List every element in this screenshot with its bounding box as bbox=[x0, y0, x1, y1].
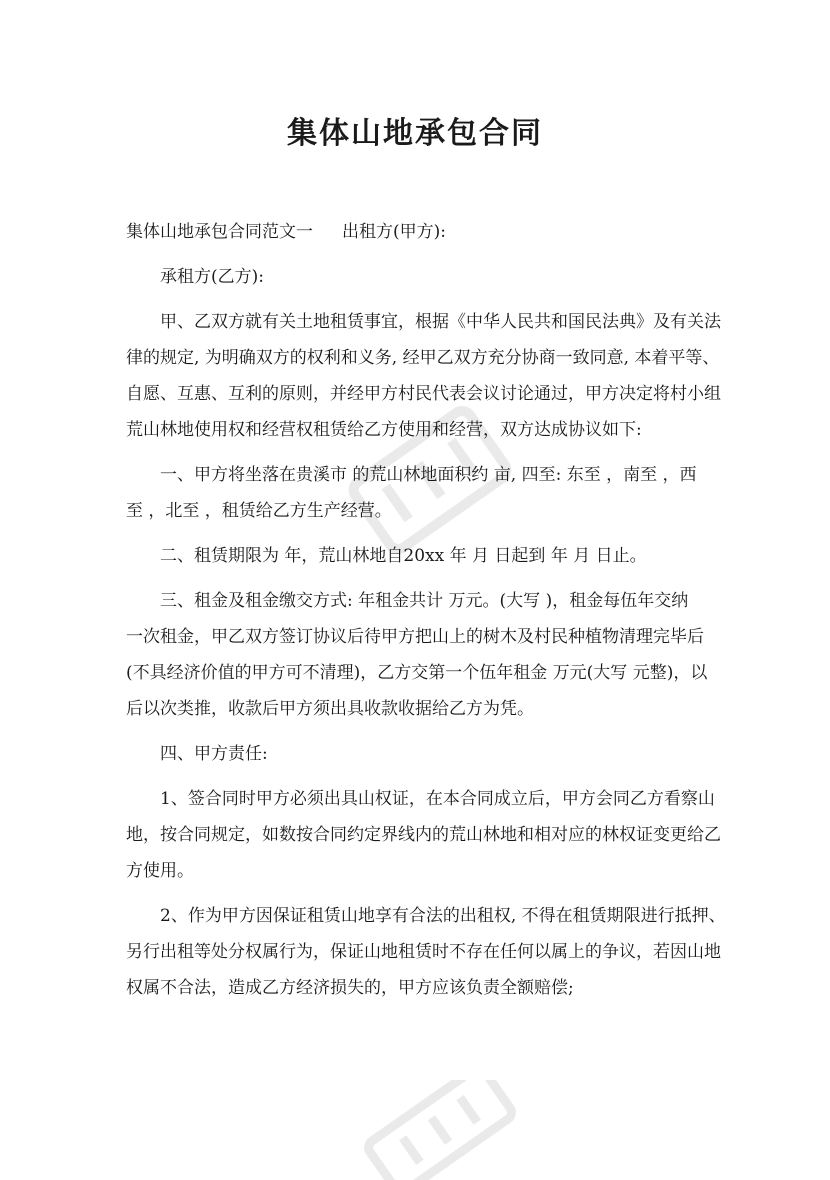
intro-left: 集体山地承包合同范文一 bbox=[126, 222, 313, 242]
lessor-label: 出租方(甲方): bbox=[342, 222, 446, 242]
para7-line: 2、作为甲方因保证租赁山地享有合法的出租权, 不得在租赁期限进行抵押、 bbox=[160, 906, 726, 926]
para7-line: 权属不合法，造成乙方经济损失的，甲方应该负责全额赔偿; bbox=[126, 978, 574, 998]
watermark-icon bbox=[350, 1080, 530, 1180]
para6-line: 方使用。 bbox=[126, 861, 194, 881]
para4-line: 一次租金，甲乙双方签订协议后待甲方把山上的树木及村民种植物清理完毕后 bbox=[126, 627, 704, 647]
para7-line: 另行出租等处分权属行为，保证山地租赁时不存在任何以属上的争议，若因山地 bbox=[126, 942, 721, 962]
para6-line: 1、签合同时甲方必须出具山权证，在本合同成立后，甲方会同乙方看察山 bbox=[160, 789, 715, 809]
document-body bbox=[126, 214, 726, 1006]
para6-line: 地，按合同规定，如数按合同约定界线内的荒山林地和相对应的林权证变更给乙 bbox=[126, 825, 721, 845]
para2-line: 一、甲方将坐落在贵溪市 的荒山林地面积约 亩, 四至: 东至 ，南至 ，西 bbox=[160, 465, 697, 485]
para4-line: 后以次类推，收款后甲方须出具收款收据给乙方为凭。 bbox=[126, 699, 534, 719]
page-title: 集体山地承包合同 bbox=[287, 116, 543, 151]
para3-line: 二、租赁期限为 年，荒山林地自20xx 年 月 日起到 年 月 日止。 bbox=[160, 546, 647, 566]
para1-line: 律的规定, 为明确双方的权利和义务, 经甲乙双方充分协商一致同意, 本着平等、 bbox=[126, 348, 720, 368]
lessee-label: 承租方(乙方): bbox=[160, 267, 264, 287]
intro-line bbox=[126, 214, 706, 250]
para1-line: 甲、乙双方就有关土地租赁事宜，根据《中华人民共和国民法典》及有关法 bbox=[160, 312, 721, 332]
para4-line: 三、租金及租金缴交方式: 年租金共计 万元。(大写 )，租金每伍年交纳 bbox=[160, 591, 689, 611]
section-heading: 四、甲方责任: bbox=[160, 744, 268, 764]
para4-line: (不具经济价值的甲方可不清理)，乙方交第一个伍年租金 万元(大写 元整)，以 bbox=[126, 663, 708, 683]
para1-line: 荒山林地使用权和经营权租赁给乙方使用和经营，双方达成协议如下: bbox=[126, 420, 642, 440]
para2-line: 至 ，北至 ，租赁给乙方生产经营。 bbox=[126, 501, 392, 521]
para1-line: 自愿、互惠、互利的原则，并经甲方村民代表会议讨论通过，甲方决定将村小组 bbox=[126, 384, 721, 404]
